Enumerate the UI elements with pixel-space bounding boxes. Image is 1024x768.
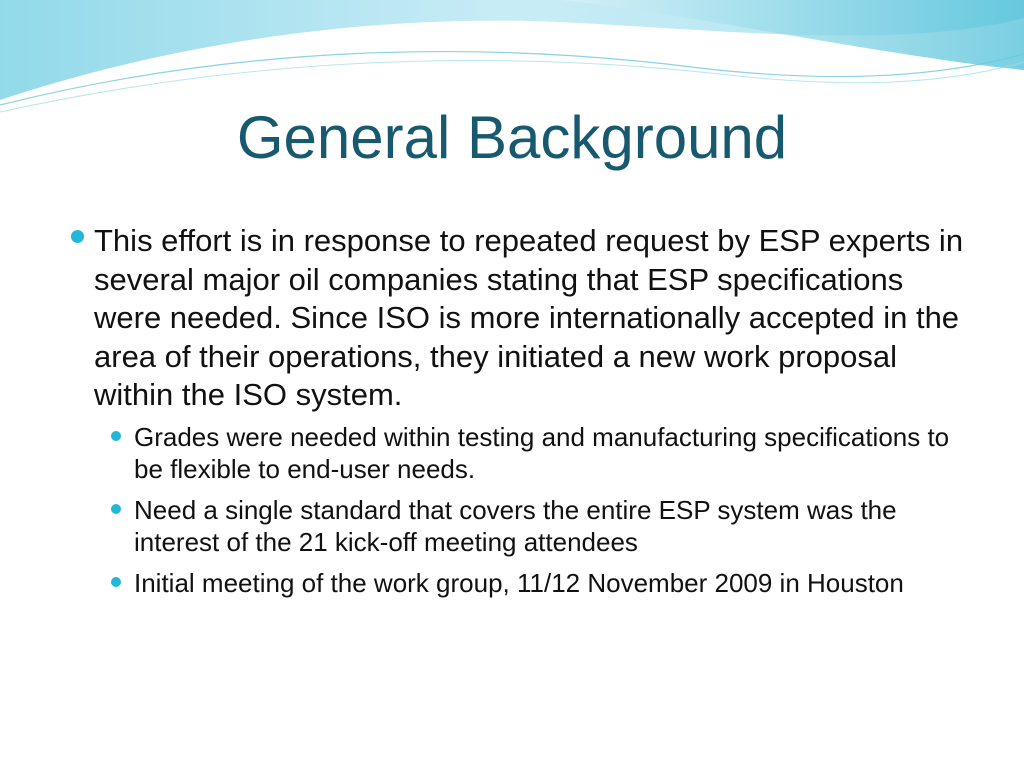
slide-body xyxy=(70,222,970,607)
sub-bullet-text: Initial meeting of the work group, 11/12 November 2009 in Houston xyxy=(134,567,904,598)
bullet-text: This effort is in response to repeated request by ESP experts in several major oil companies stating that ESP specifications were needed. Since ISO is more internationally accepted in the area of their operations, they initiated a new work proposal within the ISO system. xyxy=(94,223,964,412)
sub-bullet-text: Need a single standard that covers the entire ESP system was the interest of the 21 kick-off meeting attendees xyxy=(134,494,897,557)
sub-bullet-dot-icon xyxy=(111,504,121,514)
sub-bullet-dot-icon xyxy=(111,577,121,587)
sub-bullet-dot-icon xyxy=(111,431,121,441)
bullet-dot-icon xyxy=(71,230,84,243)
sub-bullet-list xyxy=(70,421,970,600)
sub-bullet-item xyxy=(110,567,970,600)
sub-bullet-text: Grades were needed within testing and manufacturing specifications to be flexible to end-user needs. xyxy=(134,421,950,484)
sub-bullet-item xyxy=(110,421,970,486)
bullet-item xyxy=(70,222,970,415)
slide-title: General Background xyxy=(236,104,788,171)
sub-bullet-item xyxy=(110,494,970,559)
